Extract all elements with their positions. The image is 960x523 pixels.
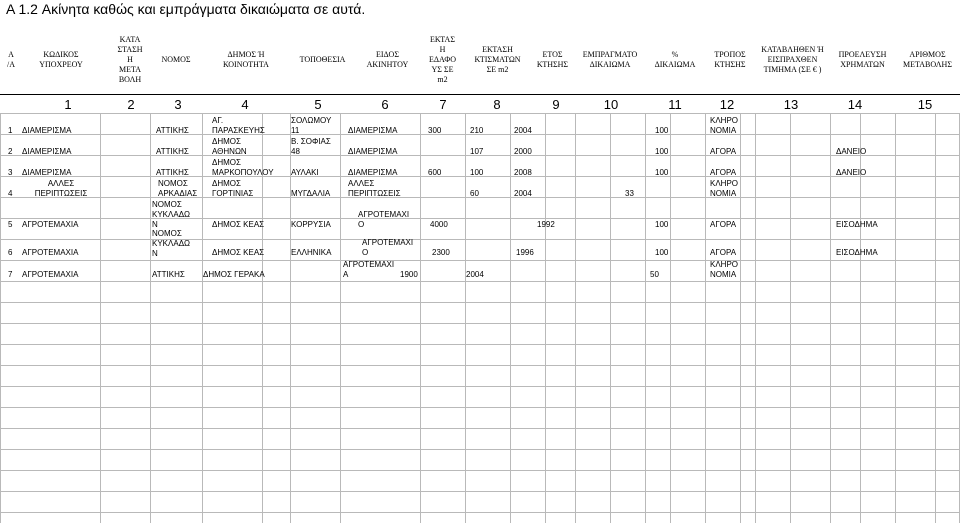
cell-municipality: ΔΗΜΟΣ ΓΟΡΤΙΝΙΑΣ bbox=[212, 179, 254, 198]
cell-percent: 50 bbox=[650, 270, 659, 279]
cell-aa: 2 bbox=[8, 147, 13, 156]
header-change-number: ΑΡΙΘΜΟΣ ΜΕΤΑΒΟΛΗΣ bbox=[903, 50, 952, 69]
header-aa: Α /Α bbox=[7, 50, 15, 69]
column-number: 8 bbox=[493, 97, 501, 112]
column-number: 7 bbox=[439, 97, 447, 112]
column-number: 4 bbox=[241, 97, 249, 112]
cell-acquisition: ΑΓΟΡΑ bbox=[710, 147, 737, 156]
cell-year: 2004 bbox=[514, 126, 532, 135]
cell-year: 2000 bbox=[514, 147, 532, 156]
cell-building-area: 107 bbox=[470, 147, 484, 156]
header-prefecture: ΝΟΜΟΣ bbox=[161, 55, 191, 64]
cell-land-area: 60 bbox=[470, 189, 479, 198]
cell-acquisition: ΑΓΟΡΑ bbox=[710, 220, 737, 229]
cell-location: Β. ΣΟΦΙΑΣ 48 bbox=[291, 137, 331, 156]
table-header bbox=[0, 30, 960, 90]
cell-property-type: ΑΓΡΟΤΕΜΑΧΙ Α bbox=[343, 260, 395, 279]
cell-land-area: 600 bbox=[428, 168, 442, 177]
cell-year: 2008 bbox=[514, 168, 532, 177]
cell-code: ΑΓΡΟΤΕΜΑΧΙΑ bbox=[22, 270, 79, 279]
column-number: 3 bbox=[174, 97, 182, 112]
cell-percent: 100 bbox=[655, 168, 669, 177]
cell-code: ΔΙΑΜΕΡΙΣΜΑ bbox=[22, 147, 72, 156]
column-number: 14 bbox=[847, 97, 863, 112]
header-right: ΕΜΠΡΑΓΜΑΤΟ ΔΙΚΑΙΩΜΑ bbox=[582, 50, 638, 69]
header-building-area: ΕΚΤΑΣΗ ΚΤΙΣΜΑΤΩΝ ΣΕ m2 bbox=[474, 45, 521, 74]
cell-code: ΑΓΡΟΤΕΜΑΧΙΑ bbox=[22, 220, 79, 229]
cell-prefecture: ΝΟΜΟΣ ΚΥΚΛΑΔΩ Ν bbox=[152, 229, 191, 258]
cell-land-area: 1900 bbox=[400, 270, 418, 279]
cell-funds-origin: ΔΑΝΕΙΟ bbox=[836, 147, 867, 156]
cell-percent: 33 bbox=[625, 189, 634, 198]
column-number: 2 bbox=[127, 97, 135, 112]
cell-acquisition: ΚΛΗΡΟ ΝΟΜΙΑ bbox=[710, 179, 739, 198]
cell-land-area: 300 bbox=[428, 126, 442, 135]
header-property-type: ΕΙΔΟΣ ΑΚΙΝΗΤΟΥ bbox=[366, 50, 409, 69]
cell-property-type: ΑΛΛΕΣ ΠΕΡΙΠΤΩΣΕΙΣ bbox=[348, 179, 401, 198]
header-divider bbox=[0, 94, 960, 95]
cell-aa: 3 bbox=[8, 168, 13, 177]
cell-acquisition: ΚΛΗΡΟ ΝΟΜΙΑ bbox=[710, 260, 739, 279]
column-number: 6 bbox=[381, 97, 389, 112]
cell-code: ΑΓΡΟΤΕΜΑΧΙΑ bbox=[22, 248, 79, 257]
header-code: ΚΩΔΙΚΟΣ ΥΠΟΧΡΕΟΥ bbox=[39, 50, 83, 69]
cell-prefecture: ΝΟΜΟΣ ΑΡΚΑΔΙΑΣ bbox=[158, 179, 198, 198]
cell-municipality: ΔΗΜΟΣ ΜΑΡΚΟΠΟΥΛΟΥ bbox=[212, 158, 274, 177]
cell-acquisition: ΚΛΗΡΟ ΝΟΜΙΑ bbox=[710, 116, 739, 135]
cell-property-type: ΑΓΡΟΤΕΜΑΧΙ Ο bbox=[362, 238, 414, 257]
cell-acquisition: ΑΓΟΡΑ bbox=[710, 248, 737, 257]
cell-building-area: 100 bbox=[470, 168, 484, 177]
cell-percent: 100 bbox=[655, 147, 669, 156]
header-status: ΚΑΤΑ ΣΤΑΣΗ Η ΜΕΤΑ ΒΟΛΗ bbox=[117, 35, 143, 84]
cell-funds-origin: ΕΙΣΟΔΗΜΑ bbox=[836, 248, 878, 257]
cell-prefecture: ΑΤΤΙΚΗΣ bbox=[156, 126, 189, 135]
cell-aa: 4 bbox=[8, 189, 13, 198]
cell-municipality: ΑΓ. ΠΑΡΑΣΚΕΥΗΣ bbox=[212, 116, 265, 135]
cell-year: 2004 bbox=[514, 189, 532, 198]
cell-aa: 6 bbox=[8, 248, 13, 257]
cell-property-type: ΔΙΑΜΕΡΙΣΜΑ bbox=[348, 147, 398, 156]
column-number: 13 bbox=[783, 97, 799, 112]
column-number-row bbox=[0, 97, 960, 113]
cell-municipality: ΔΗΜΟΣ ΑΘΗΝΩΝ bbox=[212, 137, 247, 156]
column-number: 9 bbox=[552, 97, 560, 112]
cell-location: ΜΥΓΔΑΛΙΑ bbox=[291, 189, 331, 198]
cell-location: ΑΥΛΑΚΙ bbox=[291, 168, 319, 177]
column-number: 12 bbox=[719, 97, 735, 112]
cell-location: ΕΛΛΗΝΙΚΑ bbox=[291, 248, 332, 257]
header-acquisition: ΤΡΟΠΟΣ ΚΤΗΣΗΣ bbox=[714, 50, 746, 69]
cell-prefecture: ΑΤΤΙΚΗΣ bbox=[156, 168, 189, 177]
cell-aa: 1 bbox=[8, 126, 13, 135]
cell-funds-origin: ΕΙΣΟΔΗΜΑ bbox=[836, 220, 878, 229]
cell-funds-origin: ΔΑΝΕΙΟ bbox=[836, 168, 867, 177]
header-location: ΤΟΠΟΘΕΣΙΑ bbox=[299, 55, 346, 64]
cell-building-area: 210 bbox=[470, 126, 484, 135]
cell-land-area: 4000 bbox=[430, 220, 448, 229]
column-number: 5 bbox=[314, 97, 322, 112]
cell-location: ΚΟΡΡΥΣΙΑ bbox=[291, 220, 331, 229]
cell-code: ΔΙΑΜΕΡΙΣΜΑ bbox=[22, 126, 72, 135]
column-number: 15 bbox=[917, 97, 933, 112]
cell-year: 1992 bbox=[537, 220, 555, 229]
cell-year: 1996 bbox=[516, 248, 534, 257]
header-percent: % ΔΙΚΑΙΩΜΑ bbox=[654, 50, 696, 69]
cell-property-type: ΑΓΡΟΤΕΜΑΧΙ Ο bbox=[358, 210, 410, 229]
cell-percent: 100 bbox=[655, 220, 669, 229]
cell-land-area: 2300 bbox=[432, 248, 450, 257]
cell-prefecture: ΑΤΤΙΚΗΣ bbox=[152, 270, 185, 279]
cell-aa: 7 bbox=[8, 270, 13, 279]
column-number: 11 bbox=[668, 97, 682, 112]
header-funds-origin: ΠΡΟΕΛΕΥΣΗ ΧΡΗΜΑΤΩΝ bbox=[838, 50, 887, 69]
cell-municipality: ΔΗΜΟΣ ΚΕΑΣ bbox=[212, 248, 265, 257]
cell-property-type: ΔΙΑΜΕΡΙΣΜΑ bbox=[348, 126, 398, 135]
cell-aa: 5 bbox=[8, 220, 13, 229]
header-year: ΕΤΟΣ ΚΤΗΣΗΣ bbox=[536, 50, 569, 69]
cell-percent: 100 bbox=[655, 126, 669, 135]
cell-municipality: ΔΗΜΟΣ ΚΕΑΣ bbox=[212, 220, 265, 229]
cell-code: ΑΛΛΕΣ ΠΕΡΙΠΤΩΣΕΙΣ bbox=[34, 179, 88, 198]
cell-acquisition: ΑΓΟΡΑ bbox=[710, 168, 737, 177]
cell-code: ΔΙΑΜΕΡΙΣΜΑ bbox=[22, 168, 72, 177]
cell-percent: 100 bbox=[655, 248, 669, 257]
page-title: A 1.2 Ακίνητα καθώς και εμπράγματα δικαιώματα σε αυτά. bbox=[6, 1, 366, 17]
column-number: 1 bbox=[64, 97, 72, 112]
header-land-area: ΕΚΤΑΣ Η ΕΔΑΦΟ ΥΣ ΣΕ m2 bbox=[428, 35, 457, 84]
cell-property-type: ΔΙΑΜΕΡΙΣΜΑ bbox=[348, 168, 398, 177]
header-price: ΚΑΤΑΒΛΗΘΕΝ Ή ΕΙΣΠΡΑΧΘΕΝ ΤΙΜΗΜΑ (ΣΕ € ) bbox=[761, 45, 824, 74]
cell-location: ΣΟΛΩΜΟΥ 11 bbox=[291, 116, 332, 135]
cell-year: 2004 bbox=[466, 270, 484, 279]
cell-prefecture: ΑΤΤΙΚΗΣ bbox=[156, 147, 189, 156]
cell-prefecture: ΝΟΜΟΣ ΚΥΚΛΑΔΩ Ν bbox=[152, 200, 191, 229]
cell-municipality: ΔΗΜΟΣ ΓΕΡΑΚΑ bbox=[203, 270, 265, 279]
header-municipality: ΔΗΜΟΣ Ή ΚΟΙΝΟΤΗΤΑ bbox=[223, 50, 269, 69]
column-number: 10 bbox=[603, 97, 619, 112]
